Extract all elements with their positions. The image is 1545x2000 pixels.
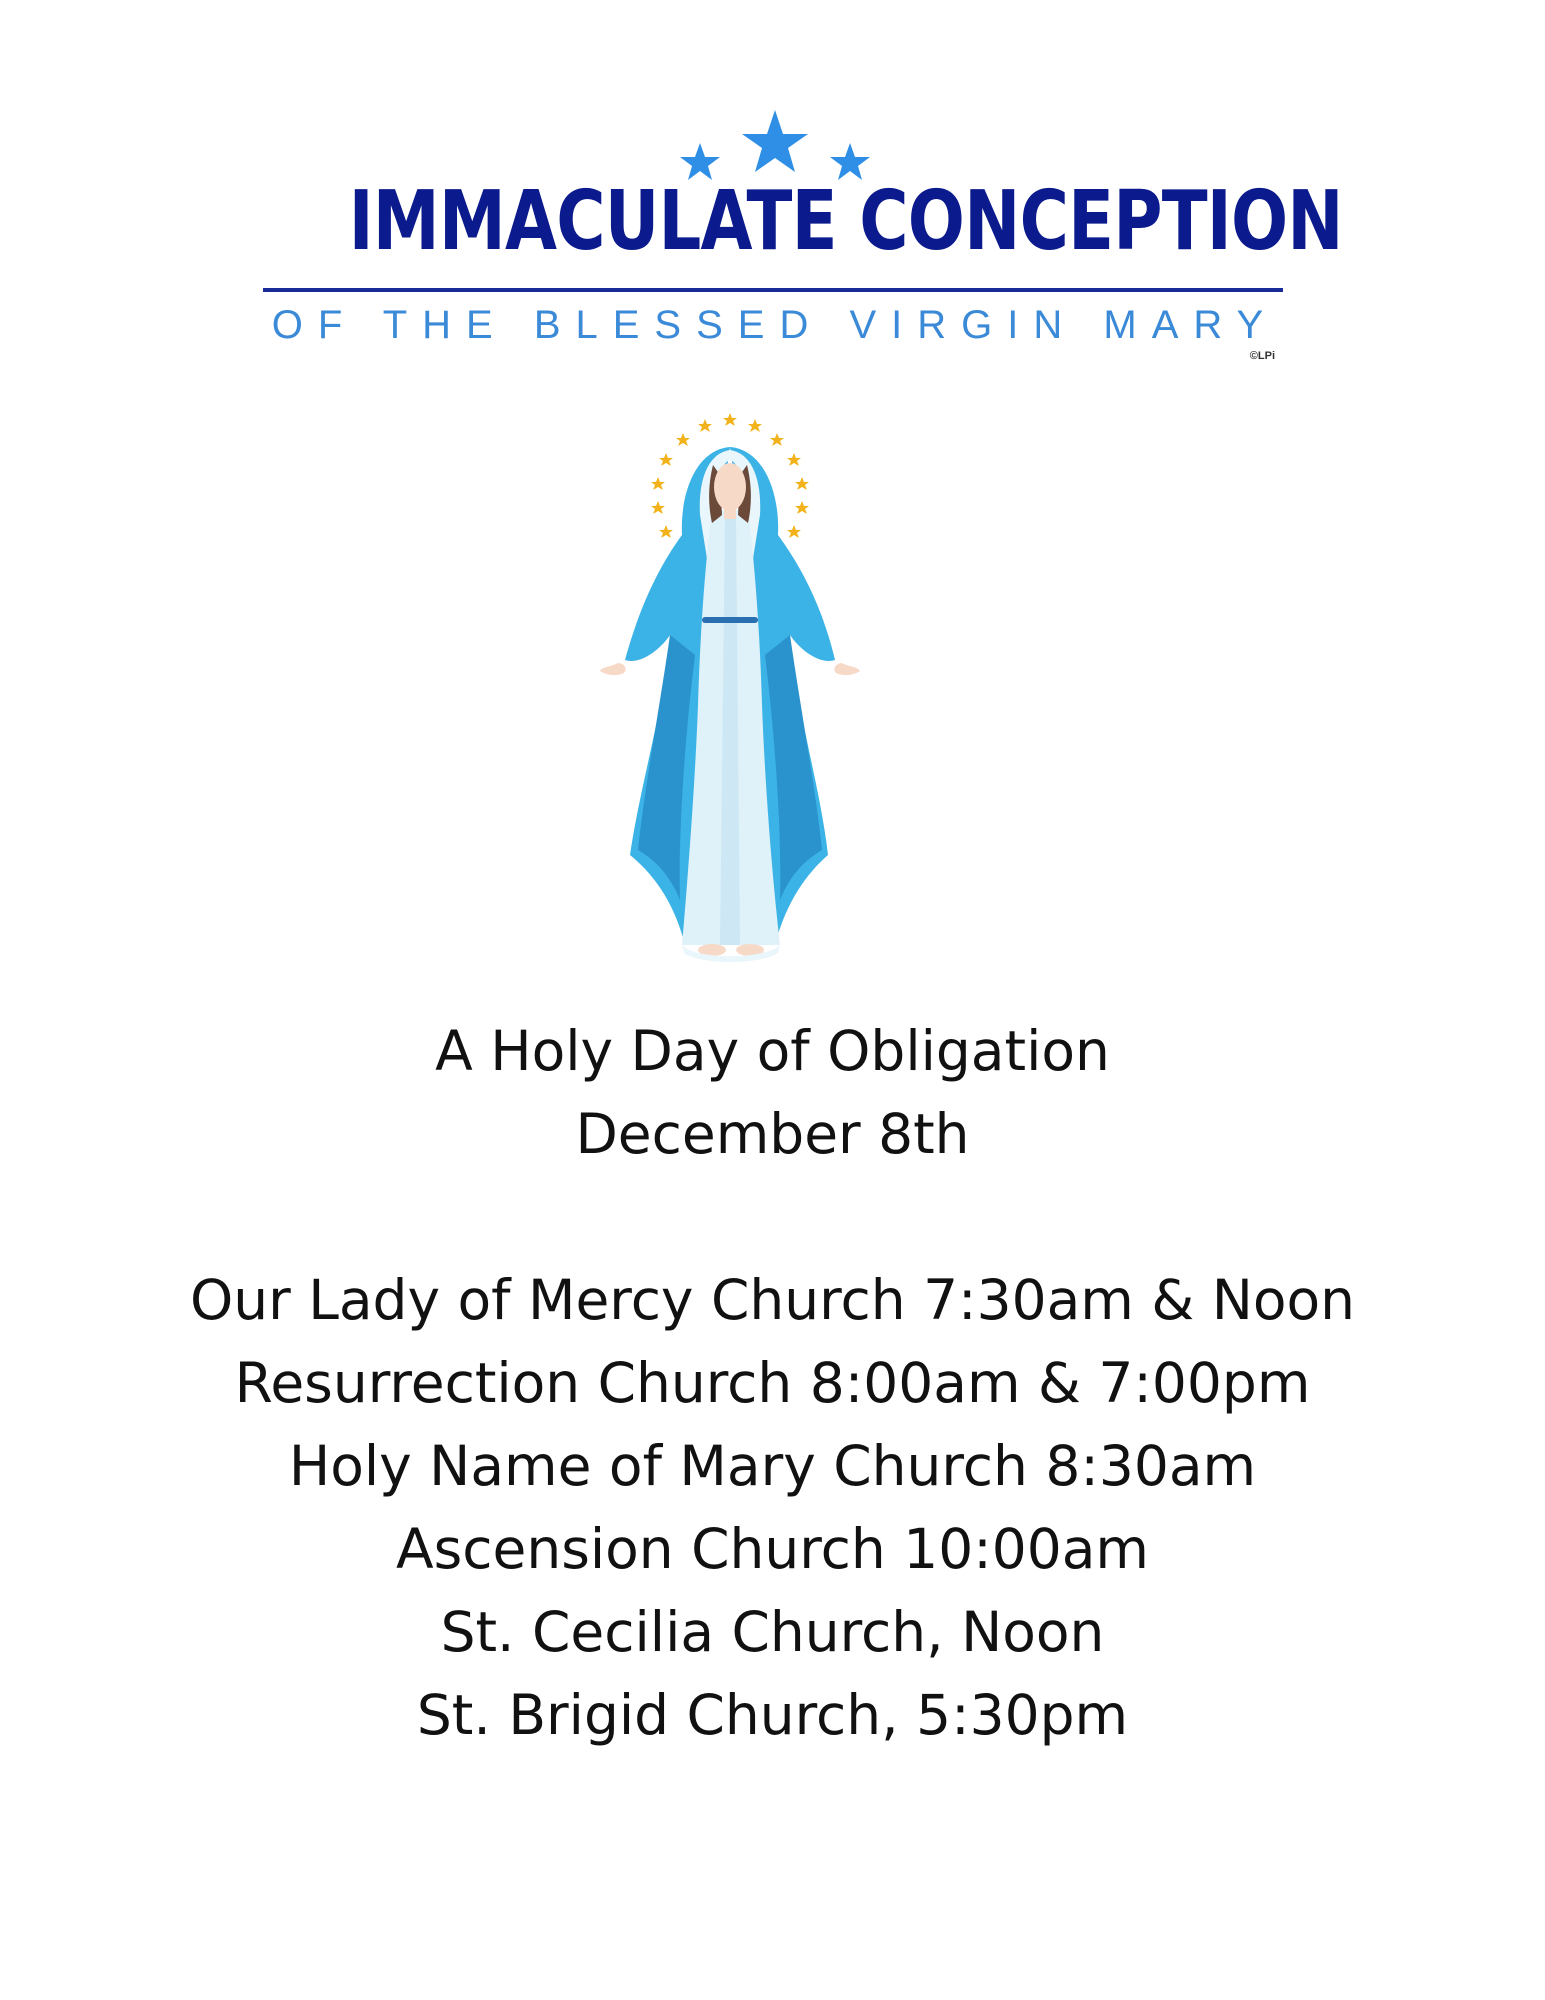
schedule-line: Resurrection Church 8:00am & 7:00pm [234, 1351, 1311, 1415]
schedule-line: St. Cecilia Church, Noon [440, 1600, 1105, 1664]
announcement [0, 1010, 1545, 1757]
logo-trademark: ©LPi [1249, 350, 1275, 362]
schedule-line: Our Lady of Mercy Church 7:30am & Noon [189, 1268, 1356, 1332]
announcement-heading: A Holy Day of Obligation [435, 1019, 1110, 1083]
logo-subtitle: OF THE BLESSED VIRGIN MARY [271, 303, 1279, 347]
virgin-mary-icon [600, 405, 940, 985]
schedule-line: St. Brigid Church, 5:30pm [416, 1683, 1129, 1747]
logo [255, 105, 1343, 370]
spacer [0, 1176, 1545, 1259]
announcement-date: December 8th [575, 1102, 970, 1166]
schedule-line: Ascension Church 10:00am [395, 1517, 1150, 1581]
logo-divider [263, 288, 1283, 292]
logo-title: IMMACULATE CONCEPTION [348, 174, 1343, 269]
star-icon [742, 110, 808, 172]
schedule-line: Holy Name of Mary Church 8:30am [288, 1434, 1257, 1498]
logo-stars-icon [255, 105, 1295, 180]
